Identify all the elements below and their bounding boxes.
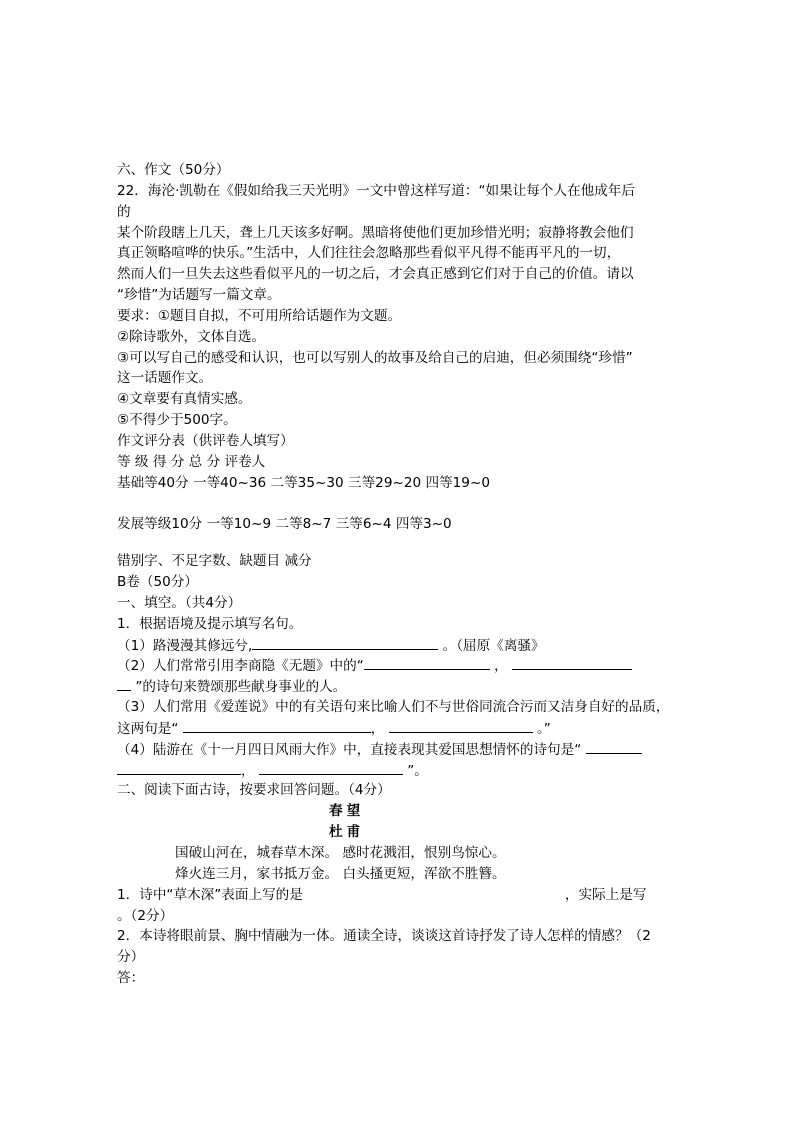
question-text: 真正领略喧哗的快乐。”生活中，人们往往会忽略那些看似平凡得不能再平凡的一切， xyxy=(117,245,621,262)
poem-question-1 xyxy=(117,885,687,906)
poem-line: 国破山河在，城春草木深。 感时花溅泪，恨别鸟惊心。 xyxy=(175,845,506,861)
answer-blank[interactable] xyxy=(117,760,241,775)
poem-author: 杜甫 xyxy=(329,824,365,841)
item-text: （4）陆游在《十一月四日风雨大作》中，直接表现其爱国思想情怀的诗句是“ xyxy=(117,741,582,758)
question-text: 某个阶段瞎上几天，聋上几天该多好啊。黑暗将使他们更加珍惜光明；寂静将教会他们 xyxy=(117,224,634,241)
requirement: ⑤不得少于500字。 xyxy=(117,412,237,429)
part-b-heading: B卷（50分） xyxy=(117,574,198,591)
requirement: ②除诗歌外，文体自选。 xyxy=(117,328,266,345)
answer-blank[interactable] xyxy=(512,655,632,670)
fill-item-3: （3）人们常用《爱莲说》中的有关语句来比喻人们不与世俗同流合污而又洁身自好的品质， xyxy=(117,699,670,716)
answer-blank[interactable] xyxy=(252,635,438,650)
score-table-title: 作文评分表（供评卷人填写） xyxy=(117,432,294,449)
exam-page xyxy=(117,160,687,989)
item-text: ， xyxy=(494,658,508,675)
answer-blank[interactable] xyxy=(389,718,533,733)
fill-item-2-cont xyxy=(117,676,687,697)
score-row-deduct: 错别字、不足字数、缺题目 减分 xyxy=(117,553,312,570)
answer-blank[interactable] xyxy=(364,655,490,670)
fill-item-4-cont xyxy=(117,760,687,781)
section-heading: 六、作文（50分） xyxy=(117,162,230,178)
poem-question-1-cont: 。（2分） xyxy=(117,907,174,924)
item-text: ， xyxy=(241,762,255,779)
answer-blank[interactable] xyxy=(117,676,131,691)
score-row-basic: 基础等40分 一等40~36 二等35~30 三等29~20 四等19~0 xyxy=(117,474,490,491)
poem-question-2-cont: 分） xyxy=(117,949,145,966)
fill-item-4 xyxy=(117,739,687,760)
item-text: 。” xyxy=(537,720,551,737)
requirement: ③可以写自己的感受和认识，也可以写别人的故事及给自己的启迪，但必须围绕“珍惜” xyxy=(117,349,633,366)
item-text: 。（屈原《离骚》 xyxy=(442,637,545,654)
poem-line: 烽火连三月，家书抵万金。 白头搔更短，浑欲不胜簪。 xyxy=(175,865,506,882)
requirement: 要求：①题目自拟，不可用所给话题作为文题。 xyxy=(117,307,402,324)
answer-blank[interactable] xyxy=(259,760,403,775)
question-text: 的 xyxy=(117,203,131,220)
score-table-header: 等 级 得 分 总 分 评卷人 xyxy=(117,453,266,470)
answer-blank[interactable] xyxy=(183,718,371,733)
fill-heading: 一、填空。（共4分） xyxy=(117,594,242,611)
score-row-develop: 发展等级10分 一等10~9 二等8~7 三等6~4 四等3~0 xyxy=(117,516,452,533)
question-text: 22．海沦·凯勒在《假如给我三天光明》一文中曾这样写道：“如果让每个人在他成年后 xyxy=(117,182,636,199)
answer-label: 答： xyxy=(117,970,145,987)
answer-blank[interactable] xyxy=(586,739,642,754)
item-text: 1．诗中“草木深”表面上写的是 xyxy=(117,886,303,903)
fill-item-2 xyxy=(117,655,687,676)
poem-question-2: 2．本诗将眼前景、胸中情融为一体。通读全诗，谈谈这首诗抒发了诗人怎样的情感？（2 xyxy=(117,928,651,945)
poem-title: 春望 xyxy=(329,803,365,820)
requirement: ④文章要有真情实感。 xyxy=(117,391,252,408)
item-text: ， xyxy=(370,720,385,737)
item-text: ，实际上是写 xyxy=(564,886,647,903)
item-text: 这两句是“ xyxy=(117,720,179,737)
item-text: （2）人们常常引用李商隐《无题》中的“ xyxy=(117,658,364,675)
requirement: 这一话题作文。 xyxy=(117,370,213,387)
question-text: “珍惜”为话题写一篇文章。 xyxy=(117,287,281,304)
fill-item-3-blanks xyxy=(117,718,687,739)
item-text: ”。 xyxy=(407,762,428,779)
question-text: 1．根据语境及提示填写名句。 xyxy=(117,615,303,632)
poem-section-heading: 二、阅读下面古诗，按要求回答问题。（4分） xyxy=(117,782,391,799)
fill-item-1 xyxy=(117,635,687,656)
question-text: 然而人们一旦失去这些看似平凡的一切之后，才会真正感到它们对于自己的价值。请以 xyxy=(117,266,634,283)
item-text: （1）路漫漫其修远兮, xyxy=(117,637,253,654)
item-text: ”的诗句来赞颂那些献身事业的人。 xyxy=(135,679,347,696)
